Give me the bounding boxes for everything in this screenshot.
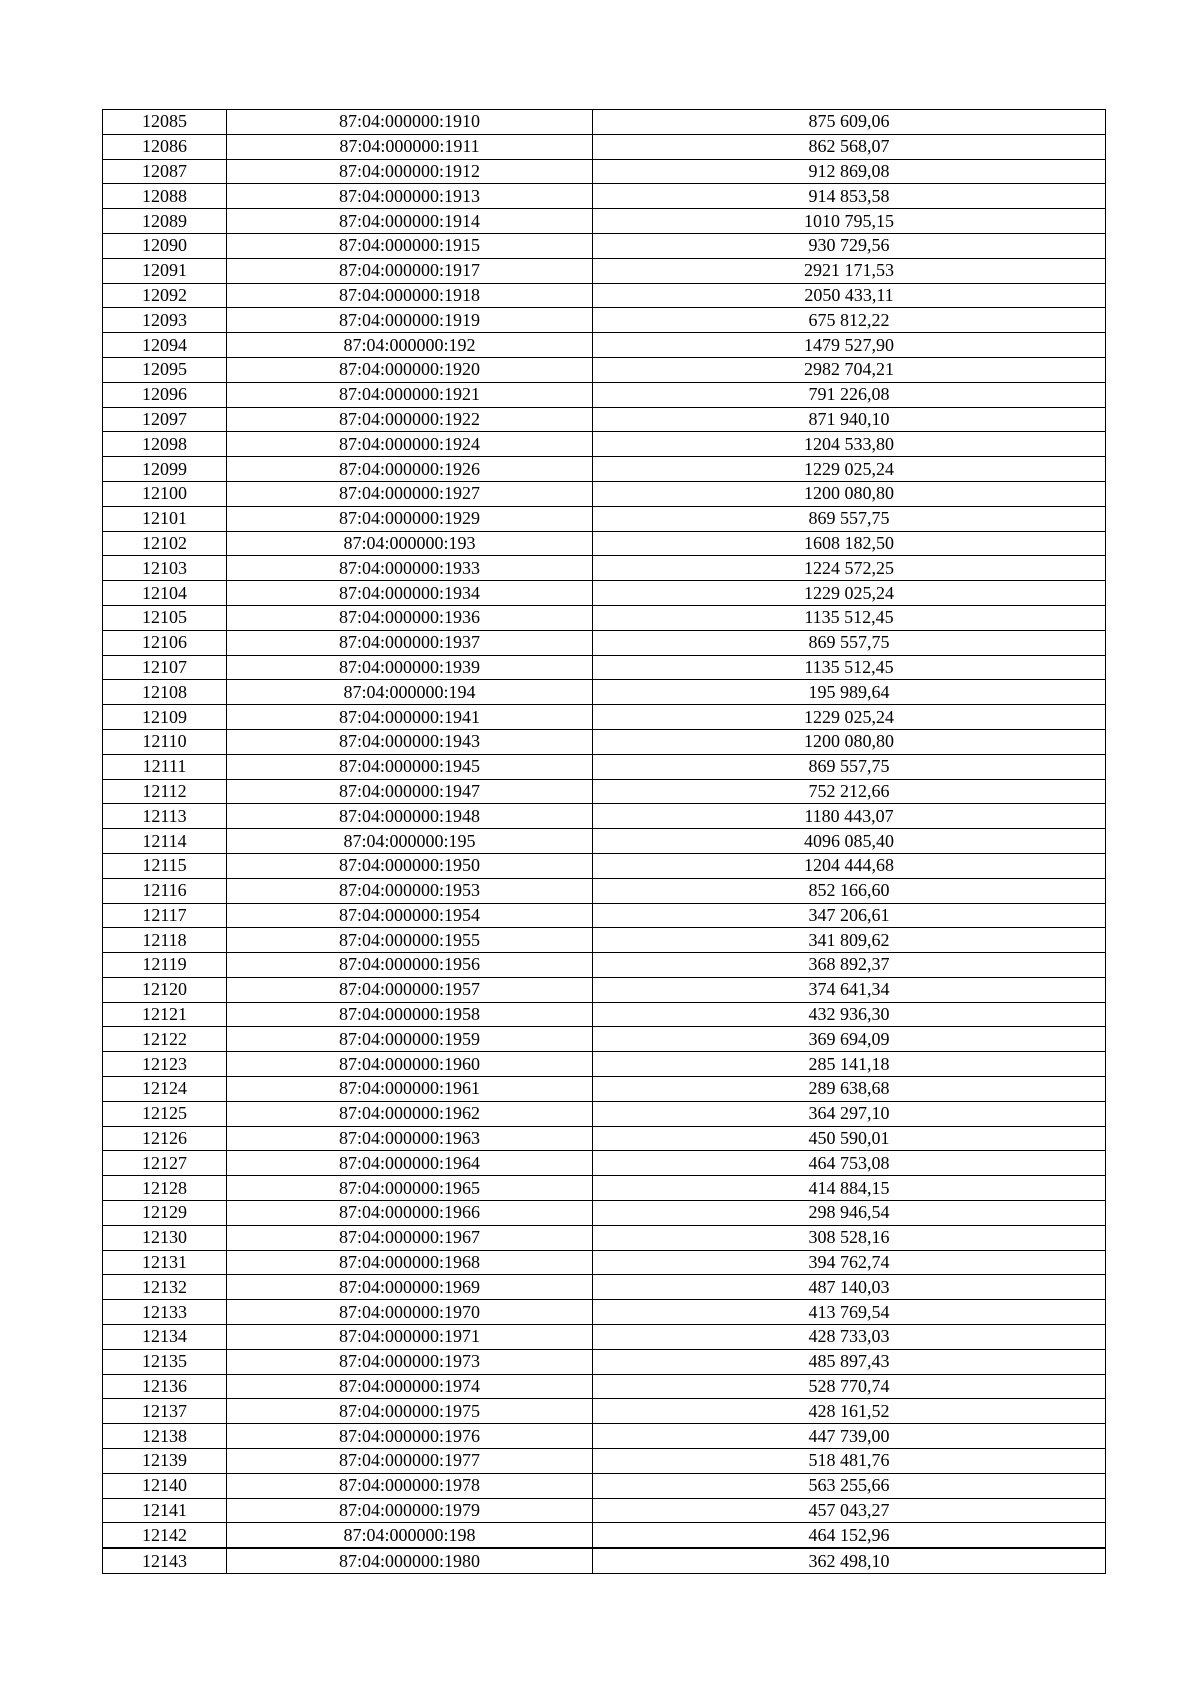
cadastral-number-cell: 87:04:000000:1950: [227, 853, 593, 878]
row-number-cell: 12105: [103, 605, 227, 630]
table-row: [103, 432, 1106, 457]
row-number-cell: 12117: [103, 903, 227, 928]
cadastral-number-cell: 87:04:000000:1912: [227, 159, 593, 184]
table-row: [103, 1548, 1106, 1573]
cadastral-number-cell: 87:04:000000:1968: [227, 1250, 593, 1275]
cadastral-value-cell: 428 733,03: [593, 1325, 1106, 1350]
table-row: [103, 1275, 1106, 1300]
cadastral-number-cell: 87:04:000000:1954: [227, 903, 593, 928]
cadastral-value-cell: 1479 527,90: [593, 333, 1106, 358]
cadastral-number-cell: 87:04:000000:1965: [227, 1176, 593, 1201]
cadastral-number-cell: 87:04:000000:1969: [227, 1275, 593, 1300]
row-number-cell: 12134: [103, 1325, 227, 1350]
row-number-cell: 12095: [103, 357, 227, 382]
cadastral-number-cell: 87:04:000000:1915: [227, 233, 593, 258]
cadastral-number-cell: 87:04:000000:1937: [227, 630, 593, 655]
row-number-cell: 12107: [103, 655, 227, 680]
row-number-cell: 12136: [103, 1374, 227, 1399]
cadastral-number-cell: 87:04:000000:1927: [227, 481, 593, 506]
cadastral-value-cell: 414 884,15: [593, 1176, 1106, 1201]
cadastral-number-cell: 87:04:000000:1926: [227, 457, 593, 482]
row-number-cell: 12115: [103, 853, 227, 878]
table-row: [103, 903, 1106, 928]
row-number-cell: 12113: [103, 804, 227, 829]
cadastral-value-cell: 464 152,96: [593, 1523, 1106, 1548]
row-number-cell: 12090: [103, 233, 227, 258]
row-number-cell: 12127: [103, 1151, 227, 1176]
cadastral-value-cell: 347 206,61: [593, 903, 1106, 928]
row-number-cell: 12097: [103, 407, 227, 432]
cadastral-value-cell: 1229 025,24: [593, 581, 1106, 606]
row-number-cell: 12129: [103, 1201, 227, 1226]
cadastral-value-cell: 374 641,34: [593, 977, 1106, 1002]
cadastral-value-cell: 447 739,00: [593, 1424, 1106, 1449]
row-number-cell: 12100: [103, 481, 227, 506]
cadastral-value-cell: 369 694,09: [593, 1027, 1106, 1052]
row-number-cell: 12110: [103, 729, 227, 754]
cadastral-value-cell: 1135 512,45: [593, 655, 1106, 680]
cadastral-value-cell: 862 568,07: [593, 134, 1106, 159]
row-number-cell: 12122: [103, 1027, 227, 1052]
row-number-cell: 12139: [103, 1449, 227, 1474]
cadastral-number-cell: 87:04:000000:1948: [227, 804, 593, 829]
table-row: [103, 1052, 1106, 1077]
cadastral-number-cell: 87:04:000000:1956: [227, 953, 593, 978]
cadastral-value-cell: 2050 433,11: [593, 283, 1106, 308]
cadastral-value-table: [102, 109, 1106, 1574]
table-row: [103, 134, 1106, 159]
cadastral-value-cell: 1224 572,25: [593, 556, 1106, 581]
table-row: [103, 630, 1106, 655]
row-number-cell: 12099: [103, 457, 227, 482]
table-row: [103, 556, 1106, 581]
row-number-cell: 12088: [103, 184, 227, 209]
row-number-cell: 12106: [103, 630, 227, 655]
cadastral-value-cell: 432 936,30: [593, 1002, 1106, 1027]
table-row: [103, 953, 1106, 978]
cadastral-value-cell: 464 753,08: [593, 1151, 1106, 1176]
cadastral-number-cell: 87:04:000000:1922: [227, 407, 593, 432]
table-row: [103, 1449, 1106, 1474]
cadastral-value-cell: 428 161,52: [593, 1399, 1106, 1424]
cadastral-value-cell: 485 897,43: [593, 1349, 1106, 1374]
row-number-cell: 12140: [103, 1473, 227, 1498]
row-number-cell: 12126: [103, 1126, 227, 1151]
cadastral-number-cell: 87:04:000000:1941: [227, 705, 593, 730]
cadastral-value-cell: 791 226,08: [593, 382, 1106, 407]
row-number-cell: 12109: [103, 705, 227, 730]
cadastral-number-cell: 87:04:000000:198: [227, 1523, 593, 1548]
cadastral-value-cell: 869 557,75: [593, 754, 1106, 779]
row-number-cell: 12092: [103, 283, 227, 308]
cadastral-value-cell: 487 140,03: [593, 1275, 1106, 1300]
table-row: [103, 333, 1106, 358]
table-row: [103, 1077, 1106, 1102]
table-row: [103, 233, 1106, 258]
row-number-cell: 12086: [103, 134, 227, 159]
cadastral-number-cell: 87:04:000000:1960: [227, 1052, 593, 1077]
table-row: [103, 407, 1106, 432]
cadastral-value-cell: 413 769,54: [593, 1300, 1106, 1325]
table-row: [103, 1300, 1106, 1325]
cadastral-number-cell: 87:04:000000:1913: [227, 184, 593, 209]
cadastral-value-cell: 752 212,66: [593, 779, 1106, 804]
cadastral-value-cell: 675 812,22: [593, 308, 1106, 333]
cadastral-value-cell: 364 297,10: [593, 1101, 1106, 1126]
row-number-cell: 12091: [103, 258, 227, 283]
row-number-cell: 12112: [103, 779, 227, 804]
cadastral-number-cell: 87:04:000000:1971: [227, 1325, 593, 1350]
row-number-cell: 12131: [103, 1250, 227, 1275]
cadastral-number-cell: 87:04:000000:1921: [227, 382, 593, 407]
cadastral-number-cell: 87:04:000000:1939: [227, 655, 593, 680]
table-row: [103, 878, 1106, 903]
table-row: [103, 804, 1106, 829]
table-row: [103, 357, 1106, 382]
cadastral-number-cell: 87:04:000000:1917: [227, 258, 593, 283]
cadastral-value-cell: 871 940,10: [593, 407, 1106, 432]
table-row: [103, 1399, 1106, 1424]
cadastral-value-cell: 1135 512,45: [593, 605, 1106, 630]
row-number-cell: 12135: [103, 1349, 227, 1374]
row-number-cell: 12138: [103, 1424, 227, 1449]
cadastral-number-cell: 87:04:000000:1962: [227, 1101, 593, 1126]
cadastral-value-cell: 528 770,74: [593, 1374, 1106, 1399]
cadastral-number-cell: 87:04:000000:1966: [227, 1201, 593, 1226]
cadastral-value-cell: 914 853,58: [593, 184, 1106, 209]
cadastral-number-cell: 87:04:000000:193: [227, 531, 593, 556]
cadastral-number-cell: 87:04:000000:1919: [227, 308, 593, 333]
table-row: [103, 754, 1106, 779]
table-row: [103, 1225, 1106, 1250]
cadastral-number-cell: 87:04:000000:1914: [227, 209, 593, 234]
cadastral-number-cell: 87:04:000000:1959: [227, 1027, 593, 1052]
row-number-cell: 12125: [103, 1101, 227, 1126]
table-row: [103, 1523, 1106, 1548]
cadastral-value-cell: 1204 444,68: [593, 853, 1106, 878]
table-row: [103, 457, 1106, 482]
table-row: [103, 1027, 1106, 1052]
table-body: [103, 110, 1106, 1574]
cadastral-number-cell: 87:04:000000:195: [227, 829, 593, 854]
table-row: [103, 605, 1106, 630]
cadastral-value-cell: 457 043,27: [593, 1498, 1106, 1523]
cadastral-value-cell: 912 869,08: [593, 159, 1106, 184]
table-row: [103, 1473, 1106, 1498]
cadastral-number-cell: 87:04:000000:1945: [227, 754, 593, 779]
cadastral-value-cell: 308 528,16: [593, 1225, 1106, 1250]
table-row: [103, 1101, 1106, 1126]
cadastral-number-cell: 87:04:000000:1953: [227, 878, 593, 903]
cadastral-number-cell: 87:04:000000:1970: [227, 1300, 593, 1325]
cadastral-value-cell: 852 166,60: [593, 878, 1106, 903]
table-row: [103, 382, 1106, 407]
table-row: [103, 779, 1106, 804]
cadastral-value-cell: 563 255,66: [593, 1473, 1106, 1498]
cadastral-number-cell: 87:04:000000:1955: [227, 928, 593, 953]
cadastral-number-cell: 87:04:000000:1975: [227, 1399, 593, 1424]
table-row: [103, 1151, 1106, 1176]
table-row: [103, 1374, 1106, 1399]
table-row: [103, 184, 1106, 209]
cadastral-value-cell: 450 590,01: [593, 1126, 1106, 1151]
cadastral-number-cell: 87:04:000000:1943: [227, 729, 593, 754]
cadastral-number-cell: 87:04:000000:1974: [227, 1374, 593, 1399]
row-number-cell: 12120: [103, 977, 227, 1002]
cadastral-value-cell: 341 809,62: [593, 928, 1106, 953]
cadastral-number-cell: 87:04:000000:1911: [227, 134, 593, 159]
table-row: [103, 258, 1106, 283]
table-row: [103, 1498, 1106, 1523]
cadastral-value-cell: 875 609,06: [593, 110, 1106, 135]
table-row: [103, 977, 1106, 1002]
table-row: [103, 481, 1106, 506]
cadastral-value-cell: 1229 025,24: [593, 705, 1106, 730]
cadastral-value-cell: 1200 080,80: [593, 481, 1106, 506]
row-number-cell: 12143: [103, 1548, 227, 1573]
cadastral-number-cell: 87:04:000000:1920: [227, 357, 593, 382]
cadastral-value-cell: 285 141,18: [593, 1052, 1106, 1077]
row-number-cell: 12093: [103, 308, 227, 333]
table-row: [103, 829, 1106, 854]
cadastral-number-cell: 87:04:000000:1980: [227, 1548, 593, 1573]
table-row: [103, 928, 1106, 953]
row-number-cell: 12132: [103, 1275, 227, 1300]
cadastral-value-cell: 298 946,54: [593, 1201, 1106, 1226]
cadastral-number-cell: 87:04:000000:1934: [227, 581, 593, 606]
table-row: [103, 581, 1106, 606]
row-number-cell: 12096: [103, 382, 227, 407]
row-number-cell: 12119: [103, 953, 227, 978]
cadastral-number-cell: 87:04:000000:1979: [227, 1498, 593, 1523]
row-number-cell: 12103: [103, 556, 227, 581]
cadastral-number-cell: 87:04:000000:1924: [227, 432, 593, 457]
table-row: [103, 283, 1106, 308]
cadastral-value-cell: 1608 182,50: [593, 531, 1106, 556]
cadastral-value-cell: 1204 533,80: [593, 432, 1106, 457]
cadastral-number-cell: 87:04:000000:1936: [227, 605, 593, 630]
cadastral-value-cell: 368 892,37: [593, 953, 1106, 978]
table-row: [103, 680, 1106, 705]
row-number-cell: 12137: [103, 1399, 227, 1424]
table-row: [103, 209, 1106, 234]
row-number-cell: 12094: [103, 333, 227, 358]
cadastral-number-cell: 87:04:000000:1977: [227, 1449, 593, 1474]
cadastral-value-cell: 4096 085,40: [593, 829, 1106, 854]
row-number-cell: 12108: [103, 680, 227, 705]
cadastral-number-cell: 87:04:000000:1957: [227, 977, 593, 1002]
row-number-cell: 12118: [103, 928, 227, 953]
row-number-cell: 12124: [103, 1077, 227, 1102]
row-number-cell: 12102: [103, 531, 227, 556]
cadastral-number-cell: 87:04:000000:1929: [227, 506, 593, 531]
table-row: [103, 1349, 1106, 1374]
table-row: [103, 1424, 1106, 1449]
cadastral-value-cell: 362 498,10: [593, 1548, 1106, 1573]
row-number-cell: 12133: [103, 1300, 227, 1325]
cadastral-number-cell: 87:04:000000:1910: [227, 110, 593, 135]
row-number-cell: 12101: [103, 506, 227, 531]
row-number-cell: 12123: [103, 1052, 227, 1077]
cadastral-value-cell: 1010 795,15: [593, 209, 1106, 234]
row-number-cell: 12130: [103, 1225, 227, 1250]
cadastral-value-cell: 289 638,68: [593, 1077, 1106, 1102]
cadastral-value-cell: 869 557,75: [593, 506, 1106, 531]
cadastral-value-cell: 394 762,74: [593, 1250, 1106, 1275]
table-row: [103, 531, 1106, 556]
table-row: [103, 1250, 1106, 1275]
table-row: [103, 705, 1106, 730]
cadastral-number-cell: 87:04:000000:1958: [227, 1002, 593, 1027]
table-row: [103, 1325, 1106, 1350]
cadastral-value-cell: 1180 443,07: [593, 804, 1106, 829]
cadastral-value-cell: 930 729,56: [593, 233, 1106, 258]
table-row: [103, 1126, 1106, 1151]
cadastral-number-cell: 87:04:000000:1976: [227, 1424, 593, 1449]
cadastral-value-cell: 869 557,75: [593, 630, 1106, 655]
cadastral-number-cell: 87:04:000000:1973: [227, 1349, 593, 1374]
row-number-cell: 12142: [103, 1523, 227, 1548]
row-number-cell: 12087: [103, 159, 227, 184]
row-number-cell: 12114: [103, 829, 227, 854]
row-number-cell: 12116: [103, 878, 227, 903]
row-number-cell: 12085: [103, 110, 227, 135]
cadastral-value-cell: 2921 171,53: [593, 258, 1106, 283]
table-row: [103, 655, 1106, 680]
table-row: [103, 159, 1106, 184]
cadastral-value-cell: 1229 025,24: [593, 457, 1106, 482]
cadastral-value-cell: 518 481,76: [593, 1449, 1106, 1474]
table-row: [103, 110, 1106, 135]
cadastral-number-cell: 87:04:000000:1933: [227, 556, 593, 581]
row-number-cell: 12128: [103, 1176, 227, 1201]
table-row: [103, 506, 1106, 531]
row-number-cell: 12104: [103, 581, 227, 606]
cadastral-number-cell: 87:04:000000:192: [227, 333, 593, 358]
row-number-cell: 12098: [103, 432, 227, 457]
table-row: [103, 853, 1106, 878]
cadastral-value-cell: 1200 080,80: [593, 729, 1106, 754]
cadastral-number-cell: 87:04:000000:1964: [227, 1151, 593, 1176]
row-number-cell: 12121: [103, 1002, 227, 1027]
table-row: [103, 1002, 1106, 1027]
cadastral-number-cell: 87:04:000000:1918: [227, 283, 593, 308]
cadastral-number-cell: 87:04:000000:1963: [227, 1126, 593, 1151]
cadastral-value-cell: 195 989,64: [593, 680, 1106, 705]
cadastral-number-cell: 87:04:000000:1947: [227, 779, 593, 804]
cadastral-number-cell: 87:04:000000:194: [227, 680, 593, 705]
table-row: [103, 1201, 1106, 1226]
table-row: [103, 308, 1106, 333]
row-number-cell: 12141: [103, 1498, 227, 1523]
table-row: [103, 729, 1106, 754]
row-number-cell: 12111: [103, 754, 227, 779]
cadastral-number-cell: 87:04:000000:1967: [227, 1225, 593, 1250]
cadastral-number-cell: 87:04:000000:1961: [227, 1077, 593, 1102]
row-number-cell: 12089: [103, 209, 227, 234]
cadastral-number-cell: 87:04:000000:1978: [227, 1473, 593, 1498]
cadastral-value-cell: 2982 704,21: [593, 357, 1106, 382]
table-row: [103, 1176, 1106, 1201]
